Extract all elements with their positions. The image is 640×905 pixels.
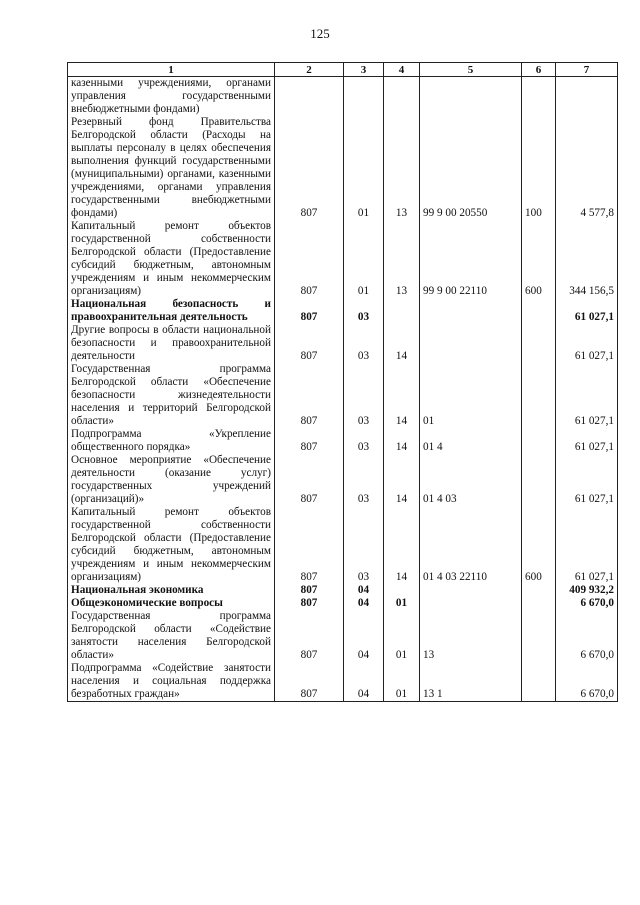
header-col-7: 7 bbox=[556, 63, 618, 77]
subsection-cell: 13 bbox=[384, 116, 420, 220]
table-row bbox=[68, 454, 618, 506]
subsection-cell: 14 bbox=[384, 324, 420, 363]
table-row bbox=[68, 116, 618, 220]
target-article-cell bbox=[420, 597, 522, 610]
amount-cell bbox=[556, 77, 618, 117]
subsection-cell: 14 bbox=[384, 506, 420, 584]
amount-cell: 6 670,0 bbox=[556, 662, 618, 702]
expense-type-cell bbox=[522, 298, 556, 324]
target-article-cell: 99 9 00 22110 bbox=[420, 220, 522, 298]
target-article-cell: 13 bbox=[420, 610, 522, 662]
subsection-cell: 14 bbox=[384, 454, 420, 506]
row-name-cell: Другие вопросы в области национальной безопасности и правоохранительной деятельности bbox=[68, 324, 275, 363]
ministry-code-cell: 807 bbox=[275, 324, 344, 363]
ministry-code-cell: 807 bbox=[275, 597, 344, 610]
subsection-cell: 01 bbox=[384, 662, 420, 702]
ministry-code-cell: 807 bbox=[275, 662, 344, 702]
amount-cell: 6 670,0 bbox=[556, 610, 618, 662]
section-cell: 04 bbox=[344, 610, 384, 662]
table-row bbox=[68, 77, 618, 117]
section-cell: 03 bbox=[344, 324, 384, 363]
expense-type-cell: 600 bbox=[522, 506, 556, 584]
subsection-cell: 13 bbox=[384, 220, 420, 298]
ministry-code-cell: 807 bbox=[275, 116, 344, 220]
ministry-code-cell: 807 bbox=[275, 454, 344, 506]
subsection-cell: 01 bbox=[384, 610, 420, 662]
row-name-cell: казенными учреждениями, органами управления государственными внебюджетными фондами) bbox=[68, 77, 275, 117]
ministry-code-cell bbox=[275, 77, 344, 117]
ministry-code-cell: 807 bbox=[275, 610, 344, 662]
amount-cell: 61 027,1 bbox=[556, 428, 618, 454]
amount-cell: 61 027,1 bbox=[556, 324, 618, 363]
section-cell: 03 bbox=[344, 363, 384, 428]
table-row bbox=[68, 506, 618, 584]
section-cell: 01 bbox=[344, 116, 384, 220]
ministry-code-cell: 807 bbox=[275, 584, 344, 597]
budget-table bbox=[67, 62, 618, 702]
table-row bbox=[68, 584, 618, 597]
header-col-1: 1 bbox=[68, 63, 275, 77]
expense-type-cell bbox=[522, 428, 556, 454]
amount-cell: 6 670,0 bbox=[556, 597, 618, 610]
amount-cell: 409 932,2 bbox=[556, 584, 618, 597]
section-cell: 01 bbox=[344, 220, 384, 298]
expense-type-cell bbox=[522, 662, 556, 702]
table-row bbox=[68, 220, 618, 298]
subsection-cell bbox=[384, 298, 420, 324]
row-name-cell: Государственная программа Белгородской области «Обеспечение безопасности жизнедеятельности населения и территорий Белгородской области» bbox=[68, 363, 275, 428]
expense-type-cell bbox=[522, 324, 556, 363]
row-name-cell: Подпрограмма «Содействие занятости населения и социальная поддержка безработных граждан» bbox=[68, 662, 275, 702]
target-article-cell bbox=[420, 77, 522, 117]
subsection-cell: 14 bbox=[384, 363, 420, 428]
target-article-cell: 01 4 bbox=[420, 428, 522, 454]
ministry-code-cell: 807 bbox=[275, 220, 344, 298]
subsection-cell: 14 bbox=[384, 428, 420, 454]
amount-cell: 61 027,1 bbox=[556, 363, 618, 428]
section-cell: 03 bbox=[344, 454, 384, 506]
header-col-6: 6 bbox=[522, 63, 556, 77]
section-cell: 03 bbox=[344, 428, 384, 454]
row-name-cell: Основное мероприятие «Обеспечение деятельности (оказание услуг) государственных учреждений (организаций)» bbox=[68, 454, 275, 506]
amount-cell: 4 577,8 bbox=[556, 116, 618, 220]
section-cell: 03 bbox=[344, 298, 384, 324]
target-article-cell: 13 1 bbox=[420, 662, 522, 702]
ministry-code-cell: 807 bbox=[275, 506, 344, 584]
row-name-cell: Капитальный ремонт объектов государственной собственности Белгородской области (Предоставление субсидий бюджетным, автономным учреждениям и иным некоммерческим организациям) bbox=[68, 506, 275, 584]
expense-type-cell bbox=[522, 454, 556, 506]
target-article-cell: 99 9 00 20550 bbox=[420, 116, 522, 220]
amount-cell: 61 027,1 bbox=[556, 454, 618, 506]
amount-cell: 61 027,1 bbox=[556, 298, 618, 324]
section-cell: 04 bbox=[344, 662, 384, 702]
subsection-cell bbox=[384, 584, 420, 597]
header-col-5: 5 bbox=[420, 63, 522, 77]
table-row bbox=[68, 610, 618, 662]
section-cell: 04 bbox=[344, 584, 384, 597]
table-row bbox=[68, 363, 618, 428]
expense-type-cell bbox=[522, 77, 556, 117]
row-name-cell: Подпрограмма «Укрепление общественного порядка» bbox=[68, 428, 275, 454]
section-cell: 03 bbox=[344, 506, 384, 584]
target-article-cell: 01 bbox=[420, 363, 522, 428]
ministry-code-cell: 807 bbox=[275, 363, 344, 428]
subsection-cell: 01 bbox=[384, 597, 420, 610]
row-name-cell: Общеэкономические вопросы bbox=[68, 597, 275, 610]
table-row bbox=[68, 428, 618, 454]
table-row bbox=[68, 662, 618, 702]
table-row bbox=[68, 597, 618, 610]
header-col-2: 2 bbox=[275, 63, 344, 77]
target-article-cell bbox=[420, 324, 522, 363]
table-row bbox=[68, 324, 618, 363]
expense-type-cell bbox=[522, 610, 556, 662]
subsection-cell bbox=[384, 77, 420, 117]
target-article-cell bbox=[420, 584, 522, 597]
header-col-4: 4 bbox=[384, 63, 420, 77]
section-cell bbox=[344, 77, 384, 117]
row-name-cell: Национальная безопасность и правоохранительная деятельность bbox=[68, 298, 275, 324]
row-name-cell: Резервный фонд Правительства Белгородской области (Расходы на выплаты персоналу в целях обеспечения выполнения функций государственными (муниципальными) органами, казенными учреждениями, органами управления государственными внебюджетными фондами) bbox=[68, 116, 275, 220]
ministry-code-cell: 807 bbox=[275, 298, 344, 324]
page-number: 125 bbox=[310, 26, 330, 41]
row-name-cell: Капитальный ремонт объектов государственной собственности Белгородской области (Предоставление субсидий бюджетным, автономным учреждениям и иным некоммерческим организациям) bbox=[68, 220, 275, 298]
expense-type-cell bbox=[522, 363, 556, 428]
target-article-cell: 01 4 03 bbox=[420, 454, 522, 506]
section-cell: 04 bbox=[344, 597, 384, 610]
expense-type-cell: 100 bbox=[522, 116, 556, 220]
expense-type-cell bbox=[522, 584, 556, 597]
ministry-code-cell: 807 bbox=[275, 428, 344, 454]
expense-type-cell bbox=[522, 597, 556, 610]
amount-cell: 61 027,1 bbox=[556, 506, 618, 584]
target-article-cell: 01 4 03 22110 bbox=[420, 506, 522, 584]
header-col-3: 3 bbox=[344, 63, 384, 77]
row-name-cell: Национальная экономика bbox=[68, 584, 275, 597]
header-row bbox=[68, 63, 618, 77]
row-name-cell: Государственная программа Белгородской области «Содействие занятости населения Белгородской области» bbox=[68, 610, 275, 662]
target-article-cell bbox=[420, 298, 522, 324]
expense-type-cell: 600 bbox=[522, 220, 556, 298]
table-row bbox=[68, 298, 618, 324]
amount-cell: 344 156,5 bbox=[556, 220, 618, 298]
